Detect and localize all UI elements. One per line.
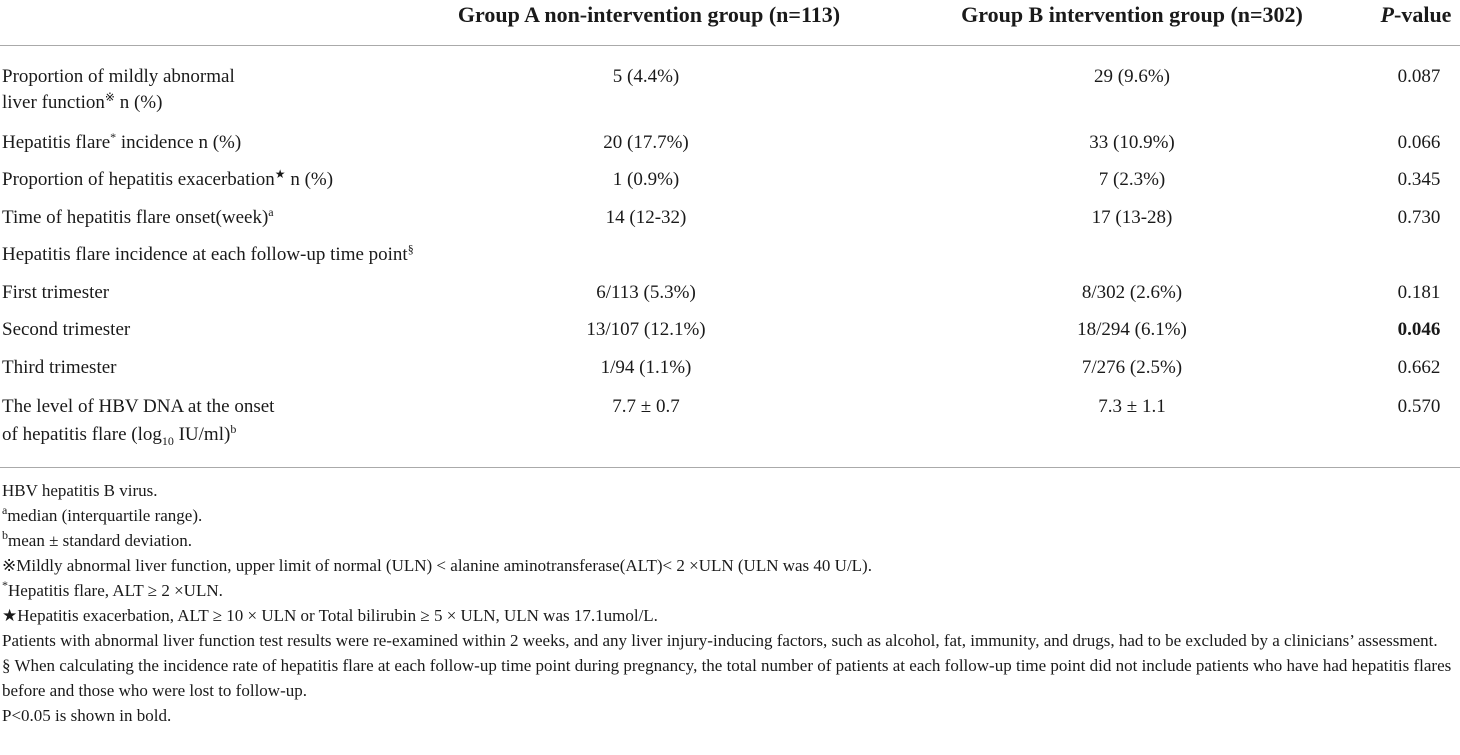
cell-group-b: 7/276 (2.5%)	[1081, 357, 1183, 378]
cell-p-value: 0.181	[1397, 282, 1441, 303]
cell-group-a: 20 (17.7%)	[603, 132, 689, 153]
footnote-flare: *Hepatitis flare, ALT ≥ 2 ×ULN.	[2, 578, 223, 600]
table-footnotes	[2, 478, 1458, 728]
row-label: First trimester	[2, 282, 110, 303]
footnote-bold: P<0.05 is shown in bold.	[2, 706, 172, 725]
column-header-group-a: Group A non-intervention group (n=113)	[457, 2, 841, 27]
row-label: Second trimester	[2, 319, 131, 340]
cell-p-value: 0.345	[1397, 169, 1441, 190]
cell-group-a: 6/113 (5.3%)	[596, 282, 696, 303]
header-rule	[0, 45, 1460, 46]
cell-p-value: 0.087	[1397, 66, 1441, 87]
table-bottom-rule	[0, 467, 1460, 468]
footnote-mild: ※Mildly abnormal liver function, upper limit of normal (ULN) < alanine aminotransferase(ALT)< 2 ×ULN (ULN was 40 U/L).	[2, 556, 872, 575]
cell-group-b: 29 (9.6%)	[1094, 66, 1170, 87]
cell-group-a: 7.7 ± 0.7	[612, 396, 680, 417]
cell-group-a: 13/107 (12.1%)	[586, 319, 706, 340]
cell-p-value: 0.046	[1397, 319, 1441, 340]
footnote-section: § When calculating the incidence rate of hepatitis flare at each follow-up time point during pregnancy, the total number of patients at each follow-up time point did not include patients who have had hepatitis flares before and those who were lost to follow-up.	[2, 656, 1452, 700]
row-label: Hepatitis flare* incidence n (%)	[2, 130, 242, 153]
row-label: Third trimester	[2, 357, 117, 378]
cell-p-value: 0.066	[1397, 132, 1441, 153]
cell-group-b: 18/294 (6.1%)	[1077, 319, 1187, 340]
row-label: The level of HBV DNA at the onset of hepatitis flare ($\log_{10}$ IU/ml)$^b$	[2, 396, 275, 448]
table-header	[0, 0, 1460, 38]
row-label: Hepatitis flare incidence at each follow-up time point§	[2, 242, 414, 265]
cell-group-b: 8/302 (2.6%)	[1081, 282, 1183, 303]
footnote-hbv: HBV hepatitis B virus.	[2, 481, 158, 500]
cell-group-b: 7.3 ± 1.1	[1098, 396, 1166, 417]
cell-p-value: 0.730	[1397, 207, 1441, 228]
row-label: Proportion of mildly abnormal liver function※ n (%)	[2, 66, 235, 113]
cell-group-a: 1 (0.9%)	[612, 169, 680, 190]
cell-group-b: 7 (2.3%)	[1098, 169, 1166, 190]
column-header-group-b: Group B intervention group (n=302)	[961, 2, 1303, 27]
cell-p-value: 0.570	[1397, 396, 1441, 417]
cell-p-value: 0.662	[1397, 357, 1441, 378]
footnote-reexam: Patients with abnormal liver function test results were re-examined within 2 weeks, and any liver injury-inducing factors, such as alcohol, fat, immunity, and drugs, had to be excluded by a clinicians’ assessment.	[2, 631, 1438, 650]
p-rest: -value	[1394, 2, 1452, 27]
cell-group-b: 33 (10.9%)	[1089, 132, 1175, 153]
cell-group-a: 14 (12-32)	[605, 207, 687, 228]
footnote-exacerbation: ★Hepatitis exacerbation, ALT ≥ 10 × ULN or Total bilirubin ≥ 5 × ULN, ULN was 17.1umol/L.	[2, 606, 658, 625]
column-header-p-value	[1372, 0, 1460, 30]
cell-group-a: 1/94 (1.1%)	[600, 357, 692, 378]
row-label: Proportion of hepatitis exacerbation★ n (%)	[2, 167, 334, 190]
footnote-a: $^a$median (interquartile range).	[2, 503, 203, 525]
row-label: Time of hepatitis flare onset(week)$^a$	[2, 205, 274, 228]
cell-group-a: 5 (4.4%)	[612, 66, 680, 87]
p-italic: P	[1380, 2, 1394, 27]
footnote-b: $^b$mean ± standard deviation.	[2, 528, 192, 550]
cell-group-b: 17 (13-28)	[1091, 207, 1173, 228]
